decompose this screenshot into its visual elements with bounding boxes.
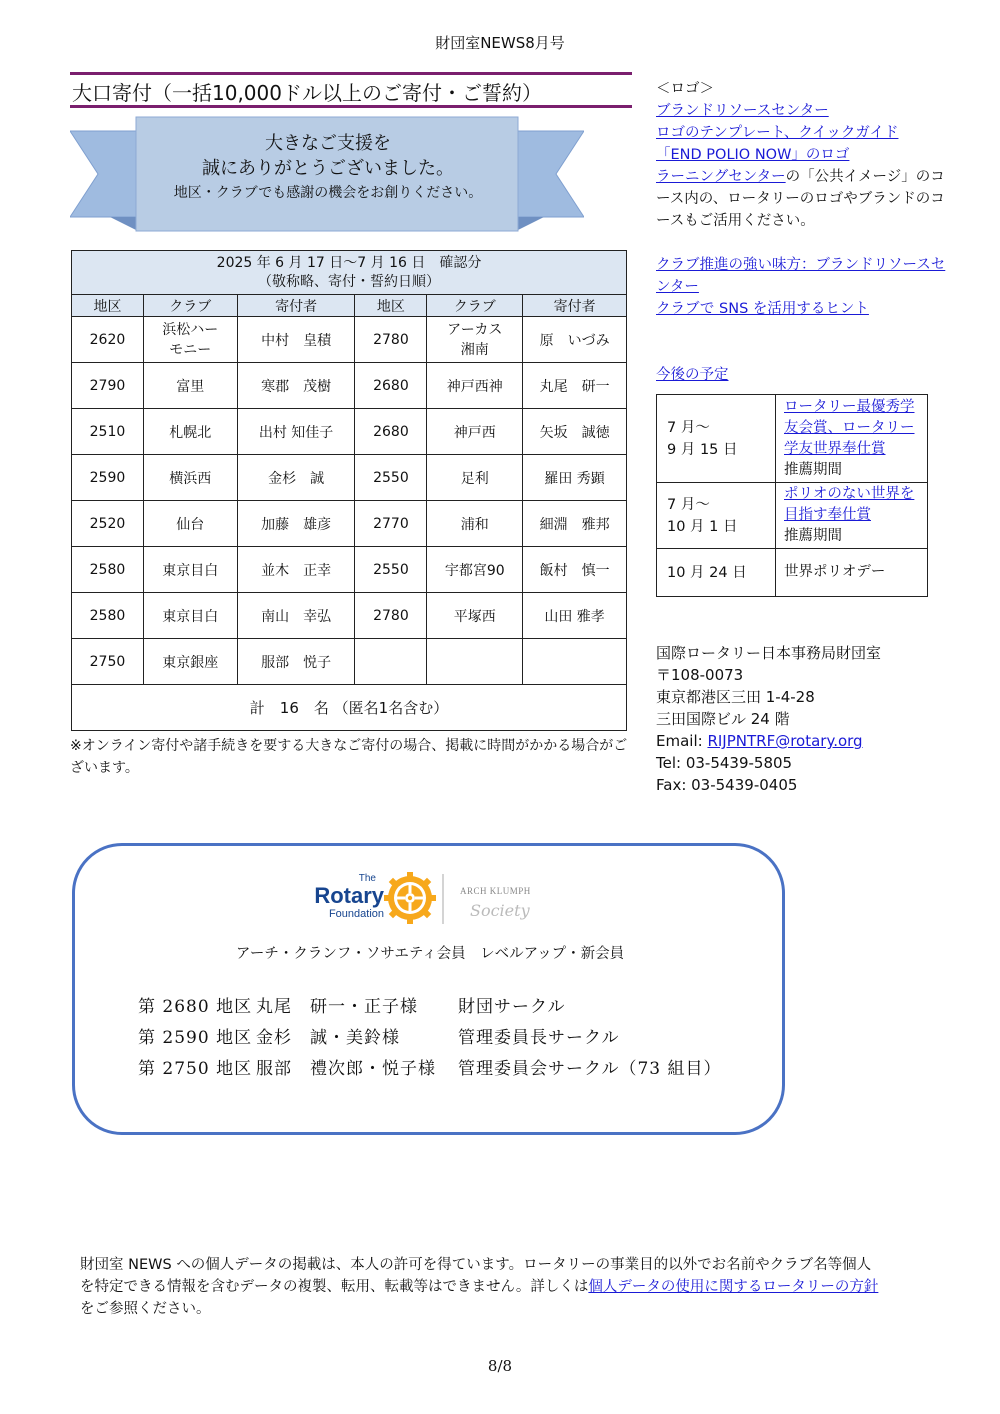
link-polio-free-award[interactable]: ポリオのない世界を目指す奉仕賞	[784, 486, 915, 523]
cell-club: 東京目白	[143, 547, 237, 593]
contact-info	[656, 642, 881, 796]
contact-address-1: 東京都港区三田 1-4-28	[656, 688, 815, 706]
banner-line-3: 地区・クラブでも感謝の機会をお創りください。	[173, 185, 483, 201]
club-name-line: 湘南	[460, 341, 489, 358]
club-name-line: 浜松ハー	[162, 321, 219, 338]
cell-donor: 細淵 雅邦	[523, 501, 627, 547]
cell-district	[355, 639, 427, 685]
logo-arch-klumph: ARCH KLUMPH	[460, 886, 531, 896]
table-row	[72, 455, 627, 501]
column-header: クラブ	[143, 295, 237, 317]
cell-club: 横浜西	[143, 455, 237, 501]
column-header: 寄付者	[237, 295, 355, 317]
contact-address-2: 三田国際ビル 24 階	[656, 710, 790, 728]
cell-club: 宇都宮90	[427, 547, 523, 593]
member-name: 金杉 誠・美鈴様	[256, 1028, 400, 1048]
link-brand-resource-center[interactable]: ブランドリソースセンター	[656, 103, 829, 119]
schedule-when	[657, 483, 776, 549]
link-logo-templates[interactable]: ロゴのテンプレート、クイックガイド	[656, 125, 899, 141]
cell-district: 2580	[72, 593, 144, 639]
club-name-line: モニー	[169, 341, 212, 358]
banner-line-1: 大きなご支援を	[265, 133, 391, 154]
member-district: 第 2680 地区	[138, 997, 253, 1017]
cell-district: 2550	[355, 547, 427, 593]
privacy-notice	[80, 1254, 880, 1320]
schedule-row	[657, 549, 928, 597]
schedule-what	[776, 395, 928, 483]
member-circle: 管理委員長サークル	[458, 1028, 620, 1048]
column-header: 地区	[355, 295, 427, 317]
privacy-suffix: をご参照ください。	[80, 1301, 211, 1317]
schedule-extra: 推薦期間	[784, 461, 842, 478]
cell-donor: 南山 幸弘	[237, 593, 355, 639]
cell-district: 2550	[355, 455, 427, 501]
member-circle: 財団サークル	[458, 997, 566, 1017]
member-district: 第 2590 地区	[138, 1028, 253, 1048]
page-number: 8/8	[487, 1357, 513, 1375]
schedule-what	[776, 549, 928, 597]
member-circle: 管理委員会サークル（73 組目）	[458, 1059, 722, 1079]
table-header-row	[72, 295, 627, 317]
link-privacy-policy[interactable]: 個人データの使用に関するロータリーの方針	[588, 1279, 879, 1295]
cell-district: 2520	[72, 501, 144, 547]
section-heading	[70, 72, 632, 108]
cell-donor: 原 いづみ	[523, 317, 627, 363]
cell-district: 2680	[355, 409, 427, 455]
cell-donor: 矢坂 誠徳	[523, 409, 627, 455]
cell-club: 東京目白	[143, 593, 237, 639]
schedule-when	[657, 549, 776, 597]
table-footnote: ※オンライン寄付や諸手続きを要する大きなご寄付の場合、掲載に時間がかかる場合がございます。	[70, 738, 628, 776]
schedule-when-line: 9 月 15 日	[667, 441, 738, 458]
link-end-polio-logo[interactable]: 「END POLIO NOW」のロゴ	[656, 147, 850, 163]
right-sidebar	[656, 78, 946, 342]
caption-period: 2025 年 6 月 17 日～7 月 16 日 確認分	[216, 254, 482, 271]
schedule-row	[657, 483, 928, 549]
schedule-when-line: 7 月～	[667, 419, 710, 436]
logo-section-label: ＜ロゴ＞	[656, 81, 714, 97]
banner-line-2: 誠にありがとうございました。	[202, 158, 454, 179]
privacy-text: 財団室 NEWS への個人データの掲載は、本人の許可を得ています。ロータリーの事業目的以外でお名前やクラブ名等個人を特定できる情報を含むデータの複製、転用、転載等はできません。詳しくは	[80, 1257, 872, 1295]
learning-center-text: の「公共イメージ」のコース内の、ロータリーのロゴやブランドのコースもご活用ください。	[656, 169, 945, 229]
cell-district: 2780	[355, 593, 427, 639]
cell-club: 仙台	[143, 501, 237, 547]
member-name: 服部 禮次郎・悦子様	[256, 1059, 436, 1079]
schedule-row	[657, 395, 928, 483]
donor-table	[71, 250, 627, 731]
table-caption	[72, 251, 627, 295]
table-row	[72, 547, 627, 593]
schedule-when-line: 10 月 24 日	[667, 564, 747, 581]
logo-the: The	[358, 873, 376, 884]
cell-club: 平塚西	[427, 593, 523, 639]
total-count: 計 16 名 （匿名1名含む）	[72, 685, 627, 731]
column-header: 地区	[72, 295, 144, 317]
schedule-table	[656, 394, 928, 597]
link-learning-center[interactable]: ラーニングセンター	[656, 169, 786, 185]
contact-email-label: Email:	[656, 732, 708, 750]
table-total-row	[72, 685, 627, 731]
schedule-extra: 世界ポリオデー	[784, 564, 886, 580]
caption-note: （敬称略、寄付・誓約日順）	[258, 273, 440, 290]
cell-district: 2780	[355, 317, 427, 363]
table-row	[72, 593, 627, 639]
schedule-what	[776, 483, 928, 549]
cell-district: 2680	[355, 363, 427, 409]
table-row	[72, 317, 627, 363]
cell-donor: 丸尾 研一	[523, 363, 627, 409]
cell-district: 2590	[72, 455, 144, 501]
link-upcoming-schedule[interactable]: 今後の予定	[656, 367, 729, 383]
member-row	[138, 1023, 722, 1054]
cell-district: 2510	[72, 409, 144, 455]
arch-subtitle: アーチ・クランフ・ソサエティ会員 レベルアップ・新会員	[235, 946, 625, 962]
member-list	[138, 992, 722, 1085]
table-row	[72, 363, 627, 409]
contact-office: 国際ロータリー日本事務局財団室	[656, 644, 882, 662]
column-header: クラブ	[427, 295, 523, 317]
cell-club	[143, 317, 237, 363]
cell-club: 神戸西神	[427, 363, 523, 409]
cell-club	[427, 317, 523, 363]
schedule-extra: 推薦期間	[784, 528, 842, 544]
member-row	[138, 992, 722, 1023]
cell-donor: 出村 知佳子	[237, 409, 355, 455]
cell-district: 2770	[355, 501, 427, 547]
cell-club: 足利	[427, 455, 523, 501]
cell-donor	[523, 639, 627, 685]
cell-club: 東京銀座	[143, 639, 237, 685]
cell-donor: 飯村 慎一	[523, 547, 627, 593]
cell-donor: 服部 悦子	[237, 639, 355, 685]
contact-zip: 〒108-0073	[656, 666, 744, 684]
link-club-brand-resources[interactable]: クラブ推進の強い味方：ブランドリソースセンター	[656, 257, 946, 295]
table-row	[72, 501, 627, 547]
member-name: 丸尾 研一・正子様	[256, 997, 418, 1017]
cell-donor: 山田 雅孝	[523, 593, 627, 639]
member-row	[138, 1054, 722, 1085]
contact-email-link[interactable]: RIJPNTRF@rotary.org	[707, 732, 863, 750]
cell-donor: 寒郡 茂樹	[237, 363, 355, 409]
cell-club: 札幌北	[143, 409, 237, 455]
logo-graphic	[310, 870, 550, 928]
table-row	[72, 639, 627, 685]
section-title: 大口寄付（一括10,000ドル以上のご寄付・ご誓約）	[72, 81, 542, 105]
cell-donor: 羅田 秀顕	[523, 455, 627, 501]
schedule-when-line: 7 月～	[667, 496, 710, 513]
page-header-title: 財団室NEWS8月号	[435, 34, 565, 52]
cell-club: 神戸西	[427, 409, 523, 455]
logo-foundation: Foundation	[328, 908, 384, 920]
table-row	[72, 409, 627, 455]
logo-society: Society	[470, 901, 530, 920]
cell-donor: 並木 正幸	[237, 547, 355, 593]
cell-club: 富里	[143, 363, 237, 409]
member-district: 第 2750 地区	[138, 1059, 253, 1079]
schedule-when	[657, 395, 776, 483]
cell-donor: 金杉 誠	[237, 455, 355, 501]
rotary-wheel-icon	[384, 872, 436, 924]
cell-club: 浦和	[427, 501, 523, 547]
contact-fax: Fax: 03-5439-0405	[656, 776, 798, 794]
cell-district: 2790	[72, 363, 144, 409]
column-header: 寄付者	[523, 295, 627, 317]
link-alumni-awards[interactable]: ロータリー最優秀学友会賞、ロータリー学友世界奉仕賞	[784, 398, 915, 457]
cell-district: 2750	[72, 639, 144, 685]
cell-district: 2620	[72, 317, 144, 363]
cell-club	[427, 639, 523, 685]
logo-rotary: Rotary	[314, 883, 384, 908]
thanks-banner	[70, 115, 584, 233]
club-name-line: アーカス	[447, 321, 503, 338]
schedule-when-line: 10 月 1 日	[667, 518, 738, 535]
rotary-foundation-logo	[310, 870, 550, 928]
cell-donor: 加藤 雄彦	[237, 501, 355, 547]
cell-donor: 中村 皇積	[237, 317, 355, 363]
contact-tel: Tel: 03-5439-5805	[656, 754, 793, 772]
link-club-sns-tips[interactable]: クラブで SNS を活用するヒント	[656, 301, 869, 317]
cell-district: 2580	[72, 547, 144, 593]
